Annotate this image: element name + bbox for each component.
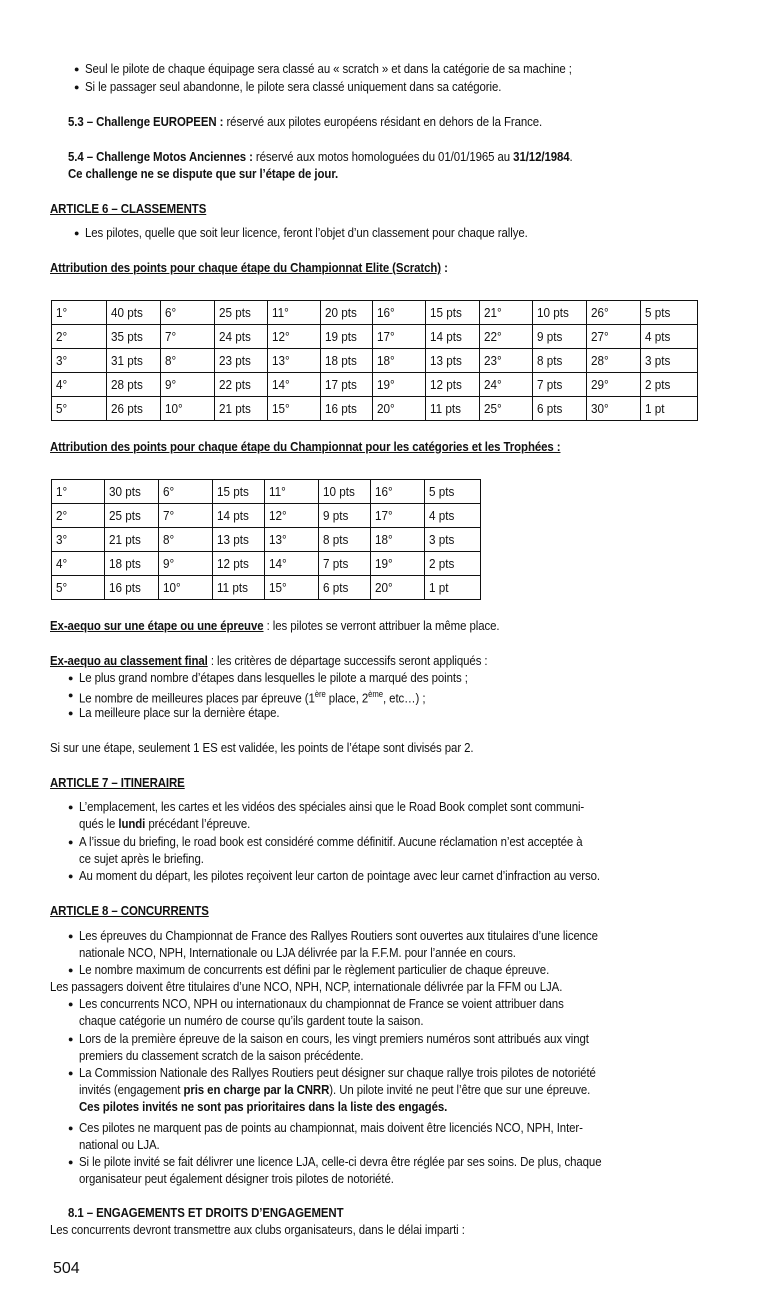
points-cell: 5 pts	[425, 480, 481, 504]
rank-cell: 12°	[267, 325, 321, 349]
points-cell: 3 pts	[640, 349, 697, 373]
rank-cell: 2°	[52, 504, 105, 528]
article-7-title: ARTICLE 7 – ITINERAIRE	[50, 775, 185, 790]
section-8-1-title: 8.1 – ENGAGEMENTS ET DROITS D’ENGAGEMENT	[68, 1205, 344, 1220]
rank-cell: 13°	[265, 528, 319, 552]
superscript: ère	[314, 689, 326, 699]
rank-cell: 25°	[480, 397, 533, 421]
points-cell: 10 pts	[533, 301, 587, 325]
bullet-text: La Commission Nationale des Rallyes Routiers peut désigner sur chaque rallye trois pilotes de notoriété	[79, 1065, 596, 1080]
points-cell: 6 pts	[533, 397, 587, 421]
rank-cell: 19°	[371, 552, 425, 576]
rank-cell: 8°	[160, 349, 214, 373]
criteria-item: Le plus grand nombre d’étapes dans lesquelles le pilote a marqué des points ;	[79, 670, 468, 685]
rank-cell: 14°	[267, 373, 321, 397]
rank-cell: 5°	[52, 576, 105, 600]
points-cell: 18 pts	[321, 349, 373, 373]
rank-cell: 3°	[52, 349, 107, 373]
points-cell: 28 pts	[106, 373, 160, 397]
rank-cell: 1°	[52, 480, 105, 504]
bullet-text: L’emplacement, les cartes et les vidéos des spéciales ainsi que le Road Book complet sont communi-	[79, 799, 585, 814]
points-cell: 24 pts	[214, 325, 267, 349]
rank-cell: 20°	[371, 576, 425, 600]
bullet-text: Ces pilotes ne marquent pas de points au championnat, mais doivent être licenciés NCO, NPH, Inter-	[79, 1120, 583, 1135]
rank-cell: 15°	[267, 397, 321, 421]
bullet-text: A l’issue du briefing, le road book est considéré comme définitif. Aucune réclamation n’est acceptée à	[79, 834, 583, 849]
rank-cell: 28°	[587, 349, 641, 373]
rank-cell: 7°	[160, 325, 214, 349]
bullet-text-bold: Ces pilotes invités ne sont pas prioritaires dans la liste des engagés.	[79, 1099, 448, 1114]
points-cell: 31 pts	[106, 349, 160, 373]
points-cell: 9 pts	[533, 325, 587, 349]
bullet-icon: ●	[68, 931, 74, 941]
points-cell: 35 pts	[106, 325, 160, 349]
rank-cell: 10°	[160, 397, 214, 421]
section-8-1-text: Les concurrents devront transmettre aux clubs organisateurs, dans le délai imparti :	[50, 1222, 465, 1237]
bullet-icon: ●	[68, 871, 74, 881]
rank-cell: 6°	[160, 301, 214, 325]
rank-cell: 3°	[52, 528, 105, 552]
points-cell: 15 pts	[212, 480, 265, 504]
bullet-text: Si le passager seul abandonne, le pilote sera classé uniquement dans sa catégorie.	[85, 79, 502, 94]
rank-cell: 15°	[265, 576, 319, 600]
points-cell: 20 pts	[321, 301, 373, 325]
bullet-text: Les concurrents NCO, NPH ou internationaux du championnat de France se voient attribuer dans	[79, 996, 564, 1011]
points-cell: 13 pts	[212, 528, 265, 552]
bullet-icon: ●	[68, 1123, 74, 1133]
exaequo-label: Ex-aequo au classement final	[50, 653, 208, 668]
bullet-icon: ●	[68, 690, 74, 700]
rank-cell: 17°	[371, 504, 425, 528]
points-cell: 23 pts	[214, 349, 267, 373]
criteria-text: place, 2	[325, 690, 369, 706]
rank-cell: 7°	[158, 504, 212, 528]
bullet-text: Lors de la première épreuve de la saison en cours, les vingt premiers numéros sont attribués aux vingt	[79, 1031, 589, 1046]
rank-cell: 13°	[267, 349, 321, 373]
exaequo-stage	[50, 617, 499, 634]
bullet-text: Le nombre maximum de concurrents est défini par le règlement particulier de chaque épreuve.	[79, 962, 550, 977]
rank-cell: 6°	[158, 480, 212, 504]
points-cell: 13 pts	[426, 349, 480, 373]
bullet-icon: ●	[68, 1157, 74, 1167]
elite-title-text: Attribution des points pour chaque étape du Championnat Elite (Scratch)	[50, 260, 441, 275]
text-part: invités (engagement	[79, 1082, 184, 1097]
rank-cell: 18°	[371, 528, 425, 552]
rank-cell: 2°	[52, 325, 107, 349]
points-cell: 8 pts	[533, 349, 587, 373]
table-row	[52, 480, 481, 504]
bullet-text: national ou LJA.	[79, 1137, 160, 1152]
points-cell: 7 pts	[533, 373, 587, 397]
table-row	[52, 528, 481, 552]
points-cell: 14 pts	[212, 504, 265, 528]
bullet-text: nationale NCO, NPH, Internationale ou LJA délivrée par la F.F.M. pour l’année en cours.	[79, 945, 516, 960]
punctuation: :	[440, 260, 448, 275]
table-row	[52, 325, 698, 349]
points-cell: 1 pt	[425, 576, 481, 600]
points-cell: 1 pt	[640, 397, 697, 421]
bullet-icon: ●	[74, 82, 80, 92]
points-cell: 8 pts	[319, 528, 371, 552]
bullet-text: Seul le pilote de chaque équipage sera classé au « scratch » et dans la catégorie de sa machine ;	[85, 61, 572, 76]
points-cell: 21 pts	[214, 397, 267, 421]
bullet-icon: ●	[68, 999, 74, 1009]
text-part-bold: pris en charge par la CNRR	[183, 1082, 330, 1097]
bullet-icon: ●	[68, 802, 74, 812]
section-text: réservé aux pilotes européens résidant en dehors de la France.	[223, 114, 543, 129]
bullet-text: Les pilotes, quelle que soit leur licence, feront l’objet d’un classement pour chaque rallye.	[85, 225, 528, 240]
rank-cell: 4°	[52, 552, 105, 576]
section-text: réservé aux motos homologuées du 01/01/1965 au	[252, 149, 514, 164]
table-row	[52, 373, 698, 397]
rank-cell: 8°	[158, 528, 212, 552]
rank-cell: 9°	[158, 552, 212, 576]
bullet-icon: ●	[74, 228, 80, 238]
bullet-icon: ●	[68, 673, 74, 683]
points-cell: 40 pts	[106, 301, 160, 325]
article-8-title: ARTICLE 8 – CONCURRENTS	[50, 903, 209, 918]
points-cell: 5 pts	[640, 301, 697, 325]
section-5-3	[68, 113, 542, 130]
bullet-text: chaque catégorie un numéro de course qu’ils gardent toute la saison.	[79, 1013, 424, 1028]
exaequo-text: : les critères de départage successifs seront appliqués :	[207, 653, 488, 668]
text-part-bold: lundi	[118, 816, 146, 831]
points-cell: 22 pts	[214, 373, 267, 397]
rank-cell: 10°	[158, 576, 212, 600]
criteria-item: La meilleure place sur la dernière étape.	[79, 705, 280, 720]
single-es-rule: Si sur une étape, seulement 1 ES est validée, les points de l’étape sont divisés par 2.	[50, 740, 474, 755]
rank-cell: 23°	[480, 349, 533, 373]
criteria-text: , etc…) ;	[382, 690, 426, 706]
superscript: ème	[368, 689, 383, 699]
rank-cell: 17°	[373, 325, 426, 349]
rank-cell: 11°	[265, 480, 319, 504]
bullet-text: premiers du classement scratch de la saison précédente.	[79, 1048, 364, 1063]
bullet-text: ce sujet après le briefing.	[79, 851, 204, 866]
date-end: 31/12/1984	[513, 149, 570, 164]
bullet-icon: ●	[68, 837, 74, 847]
rank-cell: 5°	[52, 397, 107, 421]
points-cell: 19 pts	[321, 325, 373, 349]
categories-points-table	[51, 479, 481, 600]
bullet-text	[79, 815, 250, 832]
points-cell: 2 pts	[425, 552, 481, 576]
criteria-text: Le nombre de meilleures places par épreuve (1	[79, 690, 315, 706]
points-cell: 4 pts	[425, 504, 481, 528]
exaequo-final	[50, 652, 488, 669]
section-heading: 5.4 – Challenge Motos Anciennes :	[68, 149, 253, 164]
bullet-icon: ●	[68, 1034, 74, 1044]
bullet-text: Les épreuves du Championnat de France des Rallyes Routiers sont ouvertes aux titulaires d’une licence	[79, 928, 598, 943]
bullet-icon: ●	[68, 1068, 74, 1078]
points-cell: 25 pts	[214, 301, 267, 325]
points-cell: 4 pts	[640, 325, 697, 349]
section-5-4-note: Ce challenge ne se dispute que sur l’étape de jour.	[68, 166, 339, 181]
rank-cell: 27°	[587, 325, 641, 349]
rank-cell: 20°	[373, 397, 426, 421]
points-cell: 25 pts	[104, 504, 158, 528]
points-cell: 16 pts	[321, 397, 373, 421]
points-cell: 11 pts	[212, 576, 265, 600]
table-row	[52, 552, 481, 576]
rank-cell: 18°	[373, 349, 426, 373]
rank-cell: 16°	[371, 480, 425, 504]
categories-table-title: Attribution des points pour chaque étape du Championnat pour les catégories et les Trophées :	[50, 439, 561, 454]
points-cell: 10 pts	[319, 480, 371, 504]
points-cell: 18 pts	[104, 552, 158, 576]
rank-cell: 1°	[52, 301, 107, 325]
text-part: précédant l’épreuve.	[145, 816, 251, 831]
points-cell: 30 pts	[104, 480, 158, 504]
bullet-icon: ●	[68, 965, 74, 975]
points-cell: 11 pts	[426, 397, 480, 421]
rank-cell: 9°	[160, 373, 214, 397]
article-6-title: ARTICLE 6 – CLASSEMENTS	[50, 201, 207, 216]
section-heading: 5.3 – Challenge EUROPEEN :	[68, 114, 224, 129]
points-cell: 14 pts	[426, 325, 480, 349]
bullet-icon: ●	[74, 64, 80, 74]
section-5-4	[68, 148, 573, 165]
points-cell: 16 pts	[104, 576, 158, 600]
rank-cell: 14°	[265, 552, 319, 576]
bullet-icon: ●	[68, 708, 74, 718]
text-part: qués le	[79, 816, 119, 831]
points-cell: 6 pts	[319, 576, 371, 600]
page-number: 504	[53, 1260, 80, 1277]
rank-cell: 30°	[587, 397, 641, 421]
points-cell: 12 pts	[212, 552, 265, 576]
exaequo-label: Ex-aequo sur une étape ou une épreuve	[50, 618, 264, 633]
points-cell: 15 pts	[426, 301, 480, 325]
points-cell: 3 pts	[425, 528, 481, 552]
table-row	[52, 504, 481, 528]
points-cell: 12 pts	[426, 373, 480, 397]
bullet-text: organisateur peut également désigner trois pilotes de notoriété.	[79, 1171, 394, 1186]
bullet-text: Si le pilote invité se fait délivrer une licence LJA, celle-ci devra être réglée par ses soins. De plus, chaque	[79, 1154, 602, 1169]
rank-cell: 26°	[587, 301, 641, 325]
points-cell: 26 pts	[106, 397, 160, 421]
text-part: ). Un pilote invité ne peut l’être que sur une épreuve.	[329, 1082, 591, 1097]
table-row	[52, 349, 698, 373]
punctuation: .	[569, 149, 573, 164]
bullet-text	[79, 1081, 590, 1098]
bullet-text: Au moment du départ, les pilotes reçoivent leur carton de pointage avec leur carnet d’infraction au verso.	[79, 868, 601, 883]
rank-cell: 22°	[480, 325, 533, 349]
rank-cell: 4°	[52, 373, 107, 397]
exaequo-text: : les pilotes se verront attribuer la même place.	[263, 618, 500, 633]
points-cell: 9 pts	[319, 504, 371, 528]
points-cell: 7 pts	[319, 552, 371, 576]
rank-cell: 19°	[373, 373, 426, 397]
table-row	[52, 301, 698, 325]
rank-cell: 12°	[265, 504, 319, 528]
rank-cell: 24°	[480, 373, 533, 397]
elite-points-table	[51, 300, 698, 421]
points-cell: 2 pts	[640, 373, 697, 397]
elite-table-title	[50, 259, 448, 276]
table-row	[52, 576, 481, 600]
rank-cell: 16°	[373, 301, 426, 325]
table-row	[52, 397, 698, 421]
points-cell: 17 pts	[321, 373, 373, 397]
passengers-rule: Les passagers doivent être titulaires d’une NCO, NPH, NCP, internationale délivrée par la FFM ou LJA.	[50, 979, 563, 994]
rank-cell: 21°	[480, 301, 533, 325]
rank-cell: 11°	[267, 301, 321, 325]
points-cell: 21 pts	[104, 528, 158, 552]
rank-cell: 29°	[587, 373, 641, 397]
